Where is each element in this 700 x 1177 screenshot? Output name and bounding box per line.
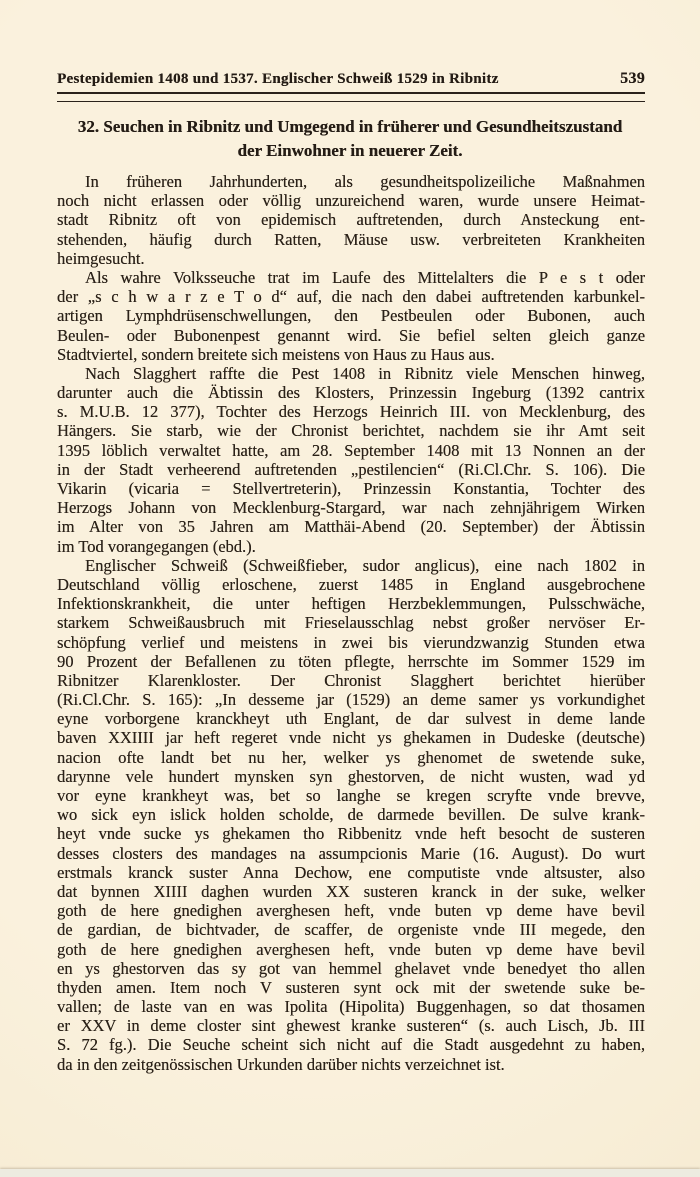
text-line: nacion ofte landt bet nu her, welker ys ghenomet de swetende suke, [57, 747, 645, 767]
text-line: im Alter von 35 Jahren am Matthäi-Abend (20. September) der Äbtissin [57, 517, 645, 537]
text-line: Als wahre Volksseuche trat im Laufe des Mittelalters die P e s t oder [85, 267, 645, 287]
paragraph [57, 556, 645, 1074]
text-line: vor eyne krankheyt was, bet so langhe se kregen scryfte vnde brevve, [57, 786, 645, 805]
text-line: erstmals kranck suster Anna Dechow, ene computiste vnde altsuster, also [57, 862, 645, 882]
text-line: schöpfung verlief und meistens in zwei bis vierundzwanzig Stunden etwa [57, 632, 645, 652]
text-line: (Ri.Cl.Chr. S. 165): „In desseme jar (1529) an deme samer ys vorkundighet [57, 690, 645, 710]
text-line: starkem Schweißausbruch mit Frieselausschlag nebst großer nervöser Er- [57, 613, 645, 633]
page-bottom-edge [0, 1169, 700, 1177]
text-line: Herzogs Johann von Mecklenburg-Stargard, war nach zehnjährigem Wirken [57, 498, 645, 518]
page-number: 539 [620, 70, 645, 87]
text-line: darynne vele hundert mynsken syn ghestorven, de nicht wusten, wad yd [57, 766, 645, 786]
text-line: eyne vorborgene kranckheyt uth Englant, de dar sulvest in deme lande [57, 709, 645, 729]
text-line: en ys ghestorven das sy got van hemmel ghelavet vnde benedyet tho allen [57, 958, 645, 978]
text-line: goth de here gnedighen averghesen heft, vnde buten vp deme have bevil [57, 901, 645, 921]
text-line: S. 72 fg.). Die Seuche scheint sich nicht auf die Stadt ausgedehnt zu haben, [57, 1035, 645, 1055]
body-text [57, 172, 645, 1074]
text-line: wo sick eyn islick holden scholde, de darmede bevillen. De sulve krank- [57, 805, 645, 825]
paragraph [57, 268, 645, 364]
text-line: s. M.U.B. 12 377), Tochter des Herzogs Heinrich III. von Mecklenburg, des [57, 402, 645, 422]
text-line: da in den zeitgenössischen Urkunden darüber nichts verzeichnet ist. [57, 1054, 505, 1074]
text-line: Vikarin (vicaria = Stellvertreterin), Prinzessin Konstantia, Tochter des [57, 479, 645, 498]
text-line: darunter auch die Äbtissin des Klosters, Prinzessin Ingeburg (1392 cantrix [57, 383, 645, 403]
text-line: dat bynnen XIIII daghen wurden XX susteren kranck in der suke, welker [57, 881, 645, 901]
text-line: 90 Prozent der Befallenen zu töten pflegte, herrschte im Sommer 1529 im [57, 651, 645, 671]
running-header [57, 70, 645, 88]
text-line: Infektionskrankheit, die unter heftigen Herzbeklemmungen, Pulsschwäche, [57, 594, 645, 614]
text-line: vallen; de laste van en was Ipolita (Hipolita) Buggenhagen, so dat thosamen [57, 997, 645, 1017]
section-title [30, 115, 670, 163]
text-line: heyt vnde sucke ys ghekamen tho Ribbenitz vnde heft besocht de susteren [57, 824, 645, 844]
text-line: in der Stadt verheerend auftretenden „pestilencien“ (Ri.Cl.Chr. S. 106). Die [57, 459, 645, 479]
text-line: Hängers. Sie starb, wie der Chronist berichtet, nachdem sie ihr Amt seit [57, 421, 645, 441]
text-line: Deutschland völlig erloschene, zuerst 1485 in England ausgebrochene [57, 574, 645, 594]
text-line: artigen Lymphdrüsenschwellungen, den Pestbeulen oder Bubonen, auch [57, 306, 645, 326]
paragraph [57, 172, 645, 268]
text-line: Beulen- oder Bubonenpest genannt wird. Sie befiel selten gleich ganze [57, 325, 645, 345]
text-line: Ribnitzer Klarenkloster. Der Chronist Slagghert berichtet hierüber [57, 670, 645, 690]
text-line: 1395 löblich verwaltet hatte, am 28. September 1408 mit 13 Nonnen an der [57, 440, 645, 460]
text-line: der „s c h w a r z e T o d“ auf, die nach den dabei auftretenden karbunkel- [57, 287, 645, 307]
section-title-line2: der Einwohner in neuerer Zeit. [237, 141, 463, 160]
paragraph [57, 364, 645, 556]
text-line: desses closters des mandages na assumpcionis Marie (16. August). Do wurt [57, 843, 645, 863]
text-line: Stadtviertel, sondern breitete sich meistens von Haus zu Haus aus. [57, 344, 495, 364]
text-line: Nach Slagghert raffte die Pest 1408 in Ribnitz viele Menschen hinweg, [85, 363, 645, 383]
text-line: stehenden, häufig durch Ratten, Mäuse usw. verbreiteten Krankheiten [57, 229, 645, 249]
section-title-line1: 32. Seuchen in Ribnitz und Umgegend in früherer und Gesundheitszustand [77, 117, 623, 136]
text-line: Englischer Schweiß (Schweißfieber, sudor anglicus), eine nach 1802 in [85, 555, 645, 575]
header-double-rule [57, 92, 645, 102]
text-line: In früheren Jahrhunderten, als gesundheitspolizeiliche Maßnahmen [85, 172, 645, 191]
running-title: Pestepidemien 1408 und 1537. Englischer Schweiß 1529 in Ribnitz [57, 71, 499, 87]
text-line: er XXV in deme closter sint ghewest kranke susteren“ (s. auch Lisch, Jb. III [57, 1016, 645, 1036]
text-line: heimgesucht. [57, 248, 145, 268]
text-line: de gardian, de bichtvader, de scaffer, de orgeniste vnde III megede, den [57, 920, 645, 940]
text-line: goth de here gnedighen averghesen heft, vnde buten vp deme have bevil [57, 939, 645, 959]
text-line: noch nicht erlassen oder völlig unzureichend waren, wurde unsere Heimat- [57, 191, 645, 211]
text-line: im Tod vorangegangen (ebd.). [57, 536, 256, 556]
text-line: thyden amen. Item noch V susteren synt ock mit der swetende suke be- [57, 977, 645, 997]
text-line: stadt Ribnitz oft von epidemisch auftretenden, durch Ansteckung ent- [57, 210, 645, 230]
text-line: baven XXIIII jar heft regeret vnde nicht ys ghekamen in Dudeske (deutsche) [57, 728, 645, 748]
